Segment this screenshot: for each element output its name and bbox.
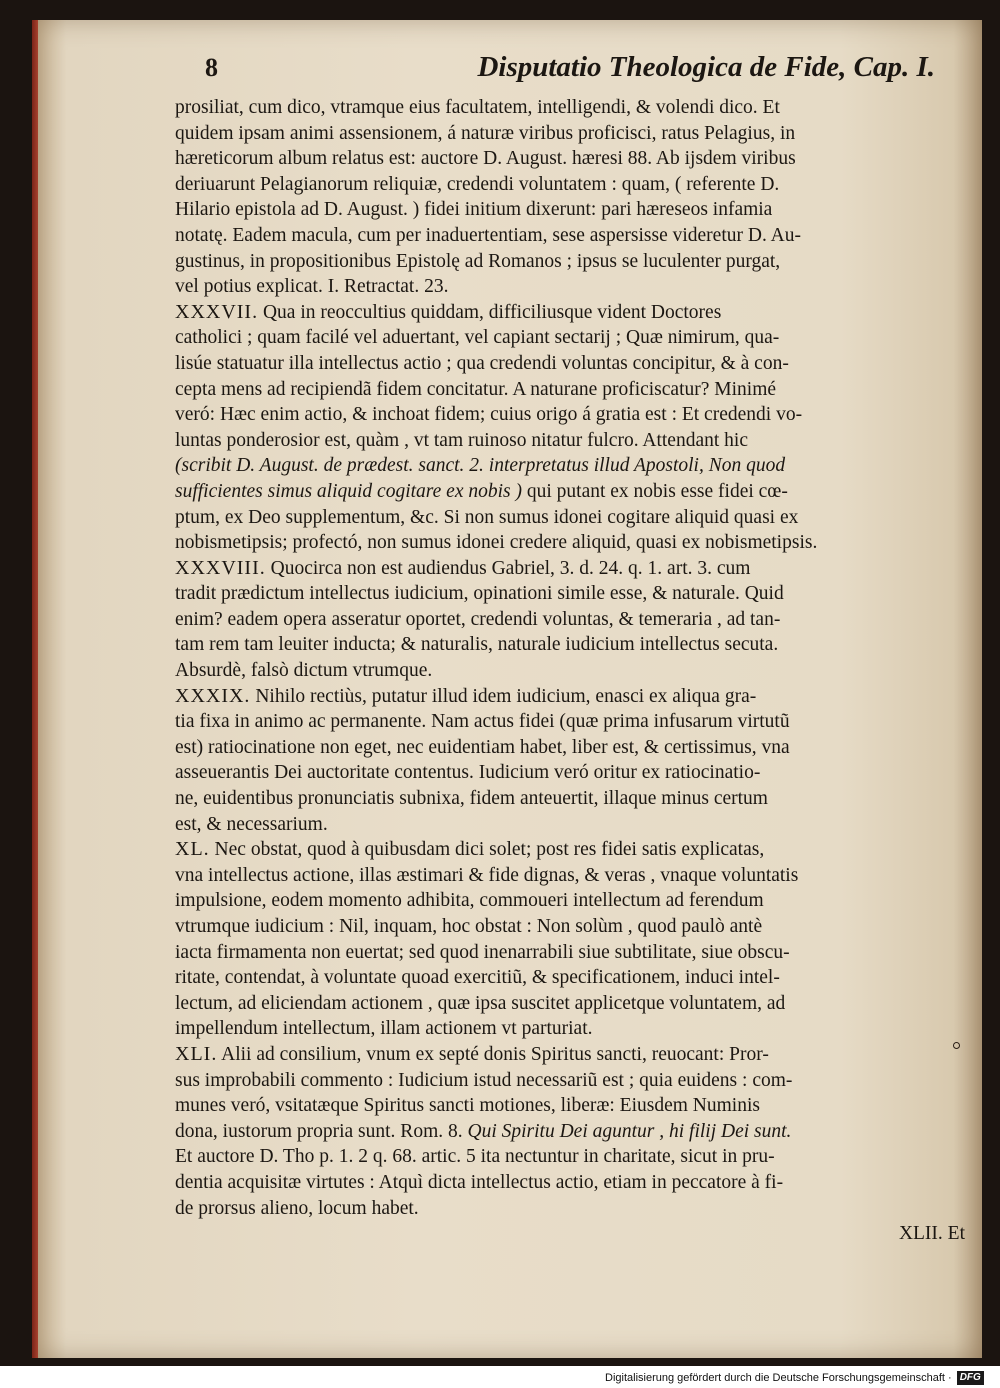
text-segment: gustinus, in propositionibus Epistolę ad Romanos ; ipsus se luculenter purgat, xyxy=(175,250,781,272)
text-line xyxy=(175,530,965,556)
text-segment: Nec obstat, quod à quibusdam dici solet; post res fidei satis explicatas, xyxy=(209,839,765,861)
text-segment: vel potius explicat. I. Retractat. 23. xyxy=(175,276,449,298)
text-line xyxy=(175,453,965,479)
text-line xyxy=(175,888,965,914)
text-line xyxy=(175,965,965,991)
text-line xyxy=(175,991,965,1017)
running-head xyxy=(175,51,965,95)
text-line xyxy=(175,735,965,761)
text-line xyxy=(175,607,965,633)
footer-credit: Digitalisierung gefördert durch die Deutsche Forschungsgemeinschaft · xyxy=(605,1372,952,1384)
text-segment: impulsione, eodem momento adhibita, commoueri intellectum ad ferendum xyxy=(175,890,764,912)
text-line xyxy=(175,1068,965,1094)
text-segment: lectum, ad eliciendam actionem , quæ ipsa suscitet applicetque voluntatem, ad xyxy=(175,992,786,1014)
text-segment: ne, euidentibus pronunciatis subnixa, fidem anteuertit, illaque minus certum xyxy=(175,788,768,810)
text-segment: enim? eadem opera asseratur oportet, credendi voluntas, & temeraria , ad tan- xyxy=(175,608,781,630)
text-line xyxy=(175,274,965,300)
text-segment: Alii ad consilium, vnum ex septé donis Spiritus sancti, reuocant: Pror- xyxy=(217,1043,769,1065)
text-line xyxy=(175,1144,965,1170)
text-segment: cepta mens ad recipiendã fidem concitatur. A naturane proficiscatur? Minimé xyxy=(175,378,777,400)
section-number: XXXVII. xyxy=(175,300,259,323)
text-line xyxy=(175,1016,965,1042)
text-line xyxy=(175,300,965,326)
text-line xyxy=(175,146,965,172)
text-line xyxy=(175,351,965,377)
text-line xyxy=(175,249,965,275)
text-segment: Absurdè, falsò dictum vtrumque. xyxy=(175,660,433,682)
text-segment: ritate, contendat, à voluntate quoad exercitiũ, & specificationem, induci intel- xyxy=(175,967,780,989)
text-line xyxy=(175,223,965,249)
section-number: XL. xyxy=(175,838,210,861)
text-segment: iacta firmamenta non euertat; sed quod inenarrabili siue subtilitate, siue obscu- xyxy=(175,941,790,963)
text-segment: hæreticorum album relatus est: auctore D. August. hæresi 88. Ab ijsdem viribus xyxy=(175,148,796,170)
text-line xyxy=(175,95,965,121)
text-line xyxy=(175,709,965,735)
text-segment: catholici ; quam facilé vel aduertant, vel capiant sectarij ; Quæ nimirum, qua- xyxy=(175,327,780,349)
catchword-line xyxy=(175,1221,965,1247)
section-number: XXXIX. xyxy=(175,684,251,707)
quotation: sufficientes simus aliquid cogitare ex nobis ) xyxy=(175,480,522,502)
text-segment: munes veró, vsitatæque Spiritus sancti motiones, liberæ: Eiusdem Numinis xyxy=(175,1095,760,1117)
text-segment: tam rem tam leuiter inducta; & naturalis, naturale iudicium intellectus secuta. xyxy=(175,634,779,656)
quotation: (scribit D. August. de prædest. sanct. 2. interpretatus illud Apostoli, Non quod xyxy=(175,455,786,477)
text-line xyxy=(175,1093,965,1119)
quotation: Qui Spiritu Dei aguntur , hi filij Dei sunt. xyxy=(462,1120,792,1142)
text-line xyxy=(175,863,965,889)
text-segment: Nihilo rectiùs, putatur illud idem iudicium, enasci ex aliqua gra- xyxy=(250,685,757,707)
text-line xyxy=(175,377,965,403)
text-line xyxy=(175,940,965,966)
section-number: XLI. xyxy=(175,1042,218,1065)
text-line xyxy=(175,658,965,684)
text-segment: impellendum intellectum, illam actionem vt parturiat. xyxy=(175,1018,593,1040)
text-segment: Hilario epistola ad D. August. ) fidei initium dixerunt: pari hæreseos infamia xyxy=(175,199,773,221)
text-line xyxy=(175,1196,965,1222)
page-number: 8 xyxy=(205,53,218,82)
text-line xyxy=(175,428,965,454)
text-segment: qui putant ex nobis esse fidei cœ- xyxy=(521,480,788,502)
text-segment: quidem ipsam animi assensionem, á naturæ viribus proficisci, ratus Pelagius, in xyxy=(175,122,796,144)
text-segment: est, & necessarium. xyxy=(175,813,328,835)
text-line xyxy=(175,1170,965,1196)
text-segment: dentia acquisitæ virtutes : Atquì dicta intellectus actio, etiam in peccatore à fi- xyxy=(175,1171,784,1193)
text-segment: deriuarunt Pelagianorum reliquiæ, credendi voluntatem : quam, ( referente D. xyxy=(175,173,780,195)
text-segment: dona, iustorum propria sunt. Rom. 8. xyxy=(175,1120,463,1142)
text-line xyxy=(175,786,965,812)
digitization-footer xyxy=(605,1368,984,1388)
dfg-logo: DFG xyxy=(957,1371,984,1385)
running-head-title: Disputatio Theologica de Fide, Cap. I. xyxy=(477,51,935,83)
text-segment: asseuerantis Dei auctoritate contentus. Iudicium veró oritur ex ratiocinatio- xyxy=(175,762,761,784)
text-block xyxy=(175,51,965,1247)
text-line xyxy=(175,581,965,607)
text-line xyxy=(175,812,965,838)
text-segment: vna intellectus actione, illas æstimari & fide dignas, & veras , vnaque voluntatis xyxy=(175,864,799,886)
text-segment: Quocirca non est audiendus Gabriel, 3. d. 24. q. 1. art. 3. cum xyxy=(265,557,751,579)
text-segment: nobismetipsis; profectó, non sumus idonei credere aliquid, quasi ex nobismetipsis. xyxy=(175,532,818,554)
text-segment: luntas ponderosior est, quàm , vt tam ruinoso nitatur fulcro. Attendant hic xyxy=(175,429,748,451)
text-segment: tradit prædictum intellectus iudicium, opinationi simile esse, & naturale. Quid xyxy=(175,583,784,605)
text-line xyxy=(175,632,965,658)
text-line xyxy=(175,684,965,710)
text-line xyxy=(175,172,965,198)
text-line xyxy=(175,121,965,147)
catchword: XLII. Et xyxy=(898,1223,965,1245)
text-line xyxy=(175,505,965,531)
text-segment: vtrumque iudicium : Nil, inquam, hoc obstat : Non solùm , quod paulò antè xyxy=(175,916,763,937)
text-segment: tia fixa in animo ac permanente. Nam actus fidei (quæ prima infusarum virtutũ xyxy=(175,711,790,733)
text-line xyxy=(175,197,965,223)
text-line xyxy=(175,837,965,863)
text-segment: prosiliat, cum dico, vtramque eius facultatem, intelligendi, & volendi dico. Et xyxy=(175,97,780,118)
text-segment: est) ratiocinatione non eget, nec euidentiam habet, liber est, & certissimus, vna xyxy=(175,736,790,758)
text-segment: ptum, ex Deo supplementum, &c. Si non sumus idonei cogitare aliquid quasi ex xyxy=(175,506,799,528)
text-line xyxy=(175,402,965,428)
text-segment: Qua in reoccultius quiddam, difficiliusque vident Doctores xyxy=(258,301,722,323)
text-line xyxy=(175,760,965,786)
text-line xyxy=(175,556,965,582)
text-segment: sus improbabili commento : Iudicium istud necessariũ est ; quia euidens : com- xyxy=(175,1069,793,1091)
body-text xyxy=(175,95,965,1221)
text-segment: veró: Hæc enim actio, & inchoat fidem; cuius origo á gratia est : Et credendi vo- xyxy=(175,404,803,426)
text-line xyxy=(175,1042,965,1068)
text-line xyxy=(175,914,965,940)
text-segment: de prorsus alieno, locum habet. xyxy=(175,1197,419,1219)
text-segment: Et auctore D. Tho p. 1. 2 q. 68. artic. 5 ita nectuntur in charitate, sicut in pru- xyxy=(175,1146,775,1168)
text-segment: notatę. Eadem macula, cum per inaduertentiam, sese aspersisse videretur D. Au- xyxy=(175,224,801,246)
text-line xyxy=(175,479,965,505)
text-line xyxy=(175,1119,965,1145)
section-number: XXXVIII. xyxy=(175,556,266,579)
text-line xyxy=(175,325,965,351)
text-segment: lisúe statuatur illa intellectus actio ; qua credendi voluntas concipitur, & à con- xyxy=(175,352,789,374)
